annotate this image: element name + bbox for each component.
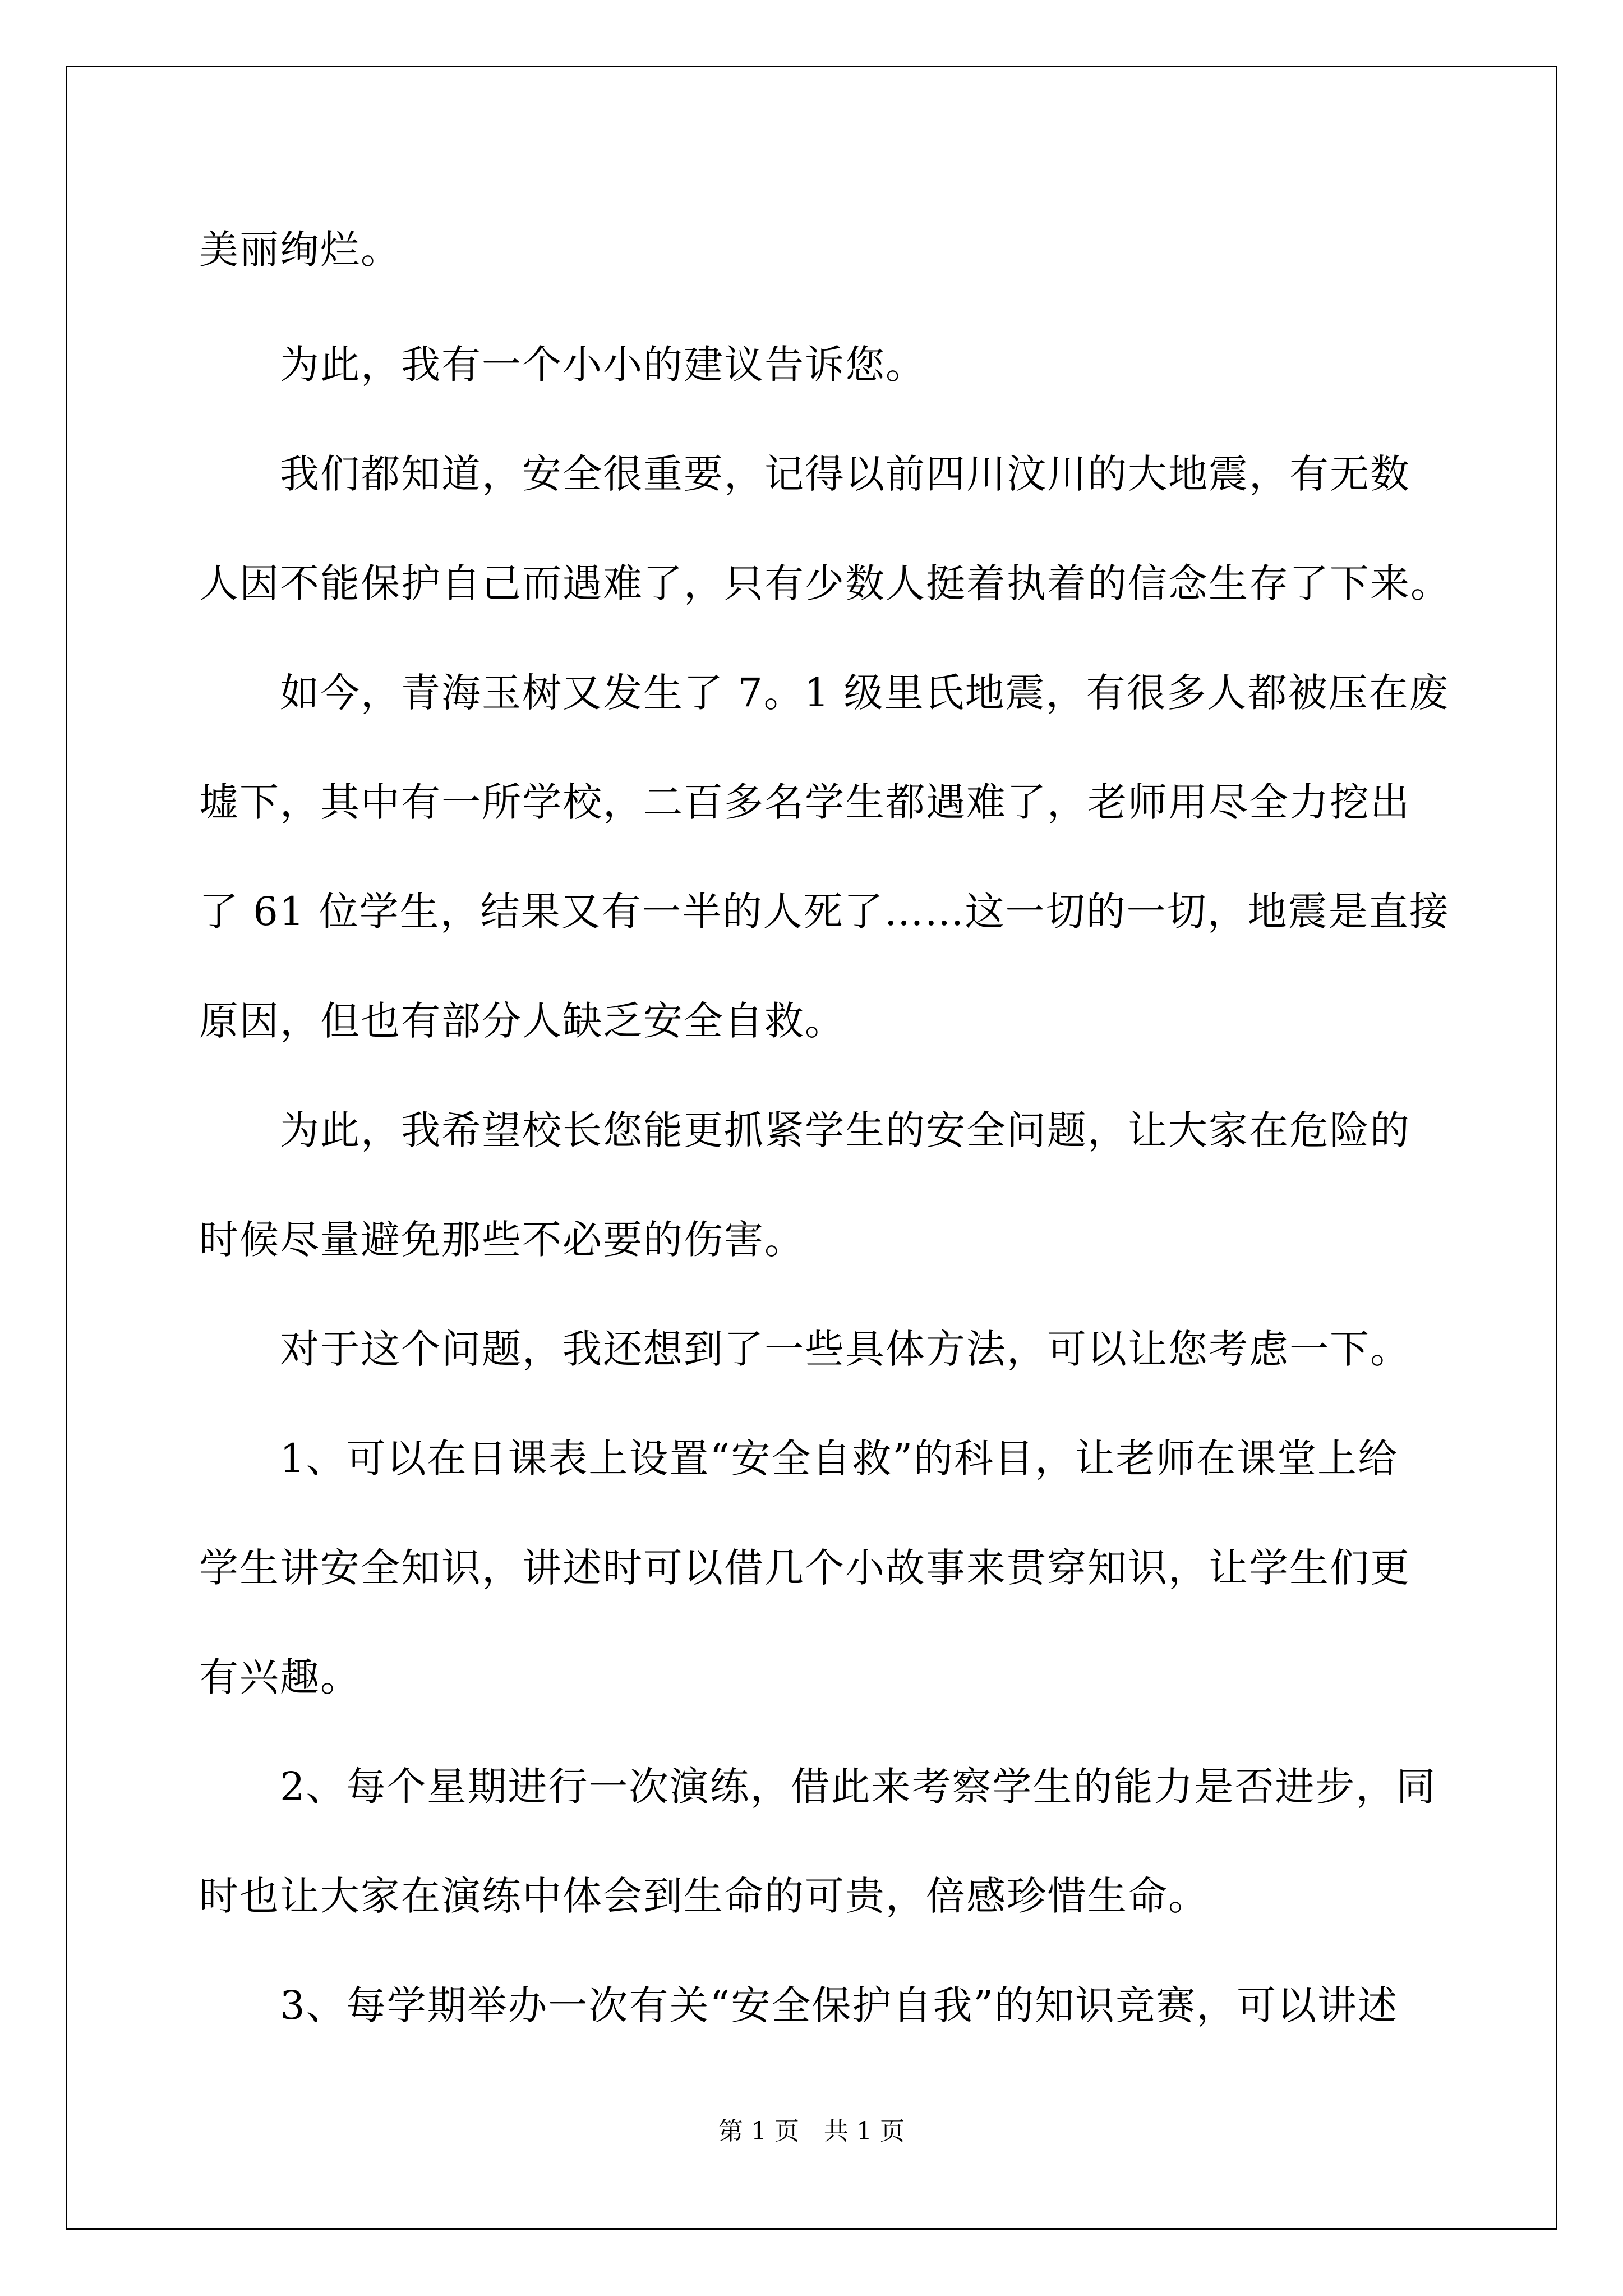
- text-line: 我们都知道，安全很重要，记得以前四川汶川的大地震，有无数: [199, 451, 1410, 497]
- text-line: 为此，我有一个小小的建议告诉您。: [199, 342, 926, 388]
- text-line: 1、可以在日课表上设置“安全自救”的科目，让老师在课堂上给: [199, 1435, 1399, 1481]
- text-line: 学生讲安全知识，讲述时可以借几个小故事来贯穿知识，让学生们更: [199, 1545, 1410, 1591]
- text-line: 美丽绚烂。: [199, 227, 401, 273]
- text-line: 3、每学期举办一次有关“安全保护自我”的知识竞赛，可以讲述: [199, 1982, 1399, 2028]
- text-line: 有兴趣。: [199, 1654, 361, 1700]
- text-line: 墟下，其中有一所学校，二百多名学生都遇难了，老师用尽全力挖出: [199, 779, 1410, 825]
- text-line: 时候尽量避免那些不必要的伤害。: [199, 1217, 805, 1263]
- text-line: 人因不能保护自己而遇难了，只有少数人挺着执着的信念生存了下来。: [199, 560, 1451, 606]
- text-line: 为此，我希望校长您能更抓紧学生的安全问题，让大家在危险的: [199, 1107, 1410, 1153]
- text-line: 原因，但也有部分人缺乏安全自救。: [199, 998, 845, 1044]
- page-footer: 第 1 页 共 1 页: [718, 2117, 905, 2146]
- text-line: 了 61 位学生，结果又有一半的人死了……这一切的一切，地震是直接: [199, 889, 1450, 935]
- text-line: 对于这个问题，我还想到了一些具体方法，可以让您考虑一下。: [199, 1326, 1410, 1372]
- text-line: 2、每个星期进行一次演练，借此来考察学生的能力是否进步，同: [199, 1764, 1437, 1810]
- text-line: 时也让大家在演练中体会到生命的可贵，倍感珍惜生命。: [199, 1873, 1209, 1919]
- text-line: 如今，青海玉树又发生了 7。1 级里氏地震，有很多人都被压在废: [199, 670, 1450, 716]
